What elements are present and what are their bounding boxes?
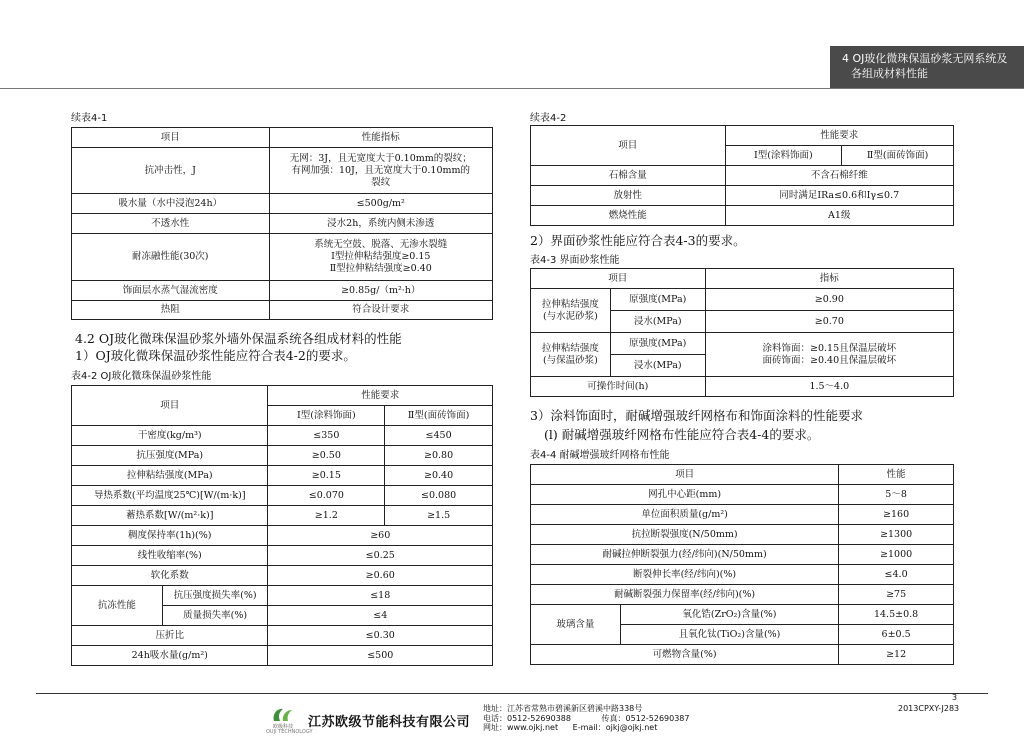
table-cell: 抗压强度(MPa) — [72, 446, 268, 466]
header-rule — [0, 88, 1024, 89]
table-cell: 干密度(kg/m³) — [72, 426, 268, 446]
table-cell: 饰面层水蒸气湿流密度 — [72, 281, 270, 301]
table-cell: 且氧化钛(TiO₂)含量(%) — [620, 625, 838, 645]
table-4-1-cont — [71, 127, 493, 320]
table-cell: 抗冻性能 — [72, 586, 163, 626]
table-cell: ≥0.80 — [385, 446, 493, 466]
table-cell: 放射性 — [531, 186, 726, 206]
table-header-cell: 指标 — [705, 269, 953, 289]
table-4-3-caption: 表4-3 界面砂浆性能 — [530, 255, 620, 266]
logo-subtitle: OUJI TECHNOLOGY — [266, 729, 313, 735]
table-header-cell: 项目 — [531, 465, 839, 485]
section-2-text: 2）界面砂浆性能应符合表4-3的要求。 — [530, 233, 746, 248]
section-3-line2: (l) 耐碱增强玻纤网格布性能应符合表4-4的要求。 — [544, 427, 820, 442]
chapter-title-line1: 4 OJ玻化微珠保温砂浆无网系统及 — [842, 52, 1008, 65]
table-cell: 无网：3J，且无宽度大于0.10mm的裂纹； 有网加强：10J，且无宽度大于0.10mm的 裂纹 — [269, 148, 493, 194]
table-cell: ≤0.30 — [268, 626, 493, 646]
table-cell: ≥0.15 — [268, 466, 385, 486]
table-cell: 石棉含量 — [531, 166, 726, 186]
table-4-4-caption: 表4-4 耐碱增强玻纤网格布性能 — [530, 450, 670, 461]
table-cell: ≥12 — [839, 645, 954, 665]
website-link[interactable]: 网址：www.ojkj.net — [483, 723, 559, 732]
table-cell: 原强度(MPa) — [610, 289, 705, 311]
table-cell: 热阻 — [72, 301, 270, 320]
table-cell: 导热系数(平均温度25℃)[W/(m·k)] — [72, 486, 268, 506]
table-cell: 耐碱断裂强力保留率(经/纬向)(%) — [531, 585, 839, 605]
table-cell: 浸水(MPa) — [610, 355, 705, 377]
table-cell: ≤4.0 — [839, 565, 954, 585]
table-4-2-caption: 表4-2 OJ玻化微珠保温砂浆性能 — [71, 371, 212, 382]
table-cell: ≥1.2 — [268, 506, 385, 526]
left-column — [71, 109, 493, 666]
chapter-header — [830, 46, 1024, 88]
table-cell: ≤350 — [268, 426, 385, 446]
table-header-cell: Ⅱ型(面砖饰面) — [842, 146, 954, 166]
page-number: 3 — [952, 693, 958, 702]
table-4-2-cont-caption: 续表4-2 — [530, 113, 567, 124]
table-4-4 — [530, 464, 954, 665]
table-cell: 浸水(MPa) — [610, 311, 705, 333]
table-header-cell: 性能 — [839, 465, 954, 485]
table-cell: A1级 — [725, 206, 954, 226]
table-cell: ≥160 — [839, 505, 954, 525]
table-cell: 系统无空鼓、脱落、无渗水裂缝 Ⅰ型拉伸粘结强度≥0.15 Ⅱ型拉伸粘结强度≥0.40 — [269, 234, 493, 281]
table-cell: 网孔中心距(mm) — [531, 485, 839, 505]
section-4-2-title: 4.2 OJ玻化微珠保温砂浆外墙外保温系统各组成材料的性能 — [75, 331, 402, 346]
table-cell: ≥1000 — [839, 545, 954, 565]
table-cell: 单位面积质量(g/m²) — [531, 505, 839, 525]
table-cell: 拉伸粘结强度 (与水泥砂浆) — [531, 289, 611, 333]
table-cell: 玻璃含量 — [531, 605, 621, 645]
table-cell: 24h吸水量(g/m²) — [72, 646, 268, 666]
table-cell: 6±0.5 — [839, 625, 954, 645]
table-cell: ≥0.90 — [705, 289, 953, 311]
table-cell: 不含石棉纤维 — [725, 166, 954, 186]
table-4-2 — [71, 385, 493, 666]
table-cell: 14.5±0.8 — [839, 605, 954, 625]
table-header-cell: 性能要求 — [268, 386, 493, 406]
email-link[interactable]: E-mail：ojkj@ojkj.net — [572, 723, 658, 732]
document-code: 2013CPXY-J283 — [898, 704, 960, 713]
table-cell: 不透水性 — [72, 214, 270, 234]
table-cell: 耐冻融性能(30次) — [72, 234, 270, 281]
table-cell: 稠度保持率(1h)(%) — [72, 526, 268, 546]
table-cell: 抗拉断裂强度(N/50mm) — [531, 525, 839, 545]
table-cell: ≥0.60 — [268, 566, 493, 586]
table-cell: 原强度(MPa) — [610, 333, 705, 355]
table-header-cell: 性能指标 — [269, 128, 493, 148]
table-cell: ≥60 — [268, 526, 493, 546]
table-cell: 浸水2h，系统内侧未渗透 — [269, 214, 493, 234]
table-cell: 耐碱拉伸断裂强力(经/纬向)(N/50mm) — [531, 545, 839, 565]
contact-block — [483, 704, 689, 733]
logo-text: 欧级科技 — [272, 724, 294, 729]
table-cell: 拉伸粘结强度(MPa) — [72, 466, 268, 486]
table-cell: 符合设计要求 — [269, 301, 493, 320]
company-logo-icon — [268, 705, 298, 729]
table-cell: ≥1.5 — [385, 506, 493, 526]
table-header-cell: Ⅰ型(涂料饰面) — [268, 406, 385, 426]
table-cell: 蓄热系数[W/(m²·k)] — [72, 506, 268, 526]
table-header-cell: 项目 — [531, 126, 726, 166]
table-4-2-cont — [530, 125, 954, 226]
table-cell: ≤450 — [385, 426, 493, 446]
table-cell: 抗冲击性，J — [72, 148, 270, 194]
company-name: 江苏欧级节能科技有限公司 — [308, 715, 471, 730]
address-text: 地址：江苏省常熟市碧溪新区碧溪中路338号 — [483, 704, 643, 713]
table-cell: ≥1300 — [839, 525, 954, 545]
table-4-1-cont-caption: 续表4-1 — [71, 113, 108, 124]
right-column — [530, 109, 954, 665]
table-cell: 抗压强度损失率(%) — [162, 586, 268, 606]
section-3-line1: 3）涂料饰面时，耐碱增强玻纤网格布和饰面涂料的性能要求 — [530, 408, 863, 423]
table-cell: 软化系数 — [72, 566, 268, 586]
table-cell: 可操作时间(h) — [531, 377, 706, 397]
table-cell: ≤0.080 — [385, 486, 493, 506]
table-cell: 压折比 — [72, 626, 268, 646]
table-cell: ≤500g/m² — [269, 194, 493, 214]
table-cell: ≤0.25 — [268, 546, 493, 566]
table-cell: 可燃物含量(%) — [531, 645, 839, 665]
table-cell: ≤4 — [268, 606, 493, 626]
table-cell: 同时满足IRa≤0.6和Iγ≤0.7 — [725, 186, 954, 206]
table-cell: 燃烧性能 — [531, 206, 726, 226]
table-header-cell: Ⅱ型(面砖饰面) — [385, 406, 493, 426]
table-cell: 拉伸粘结强度 (与保温砂浆) — [531, 333, 611, 377]
chapter-title-line2: 各组成材料性能 — [851, 67, 928, 80]
table-cell: ≥75 — [839, 585, 954, 605]
table-cell: ≥0.70 — [705, 311, 953, 333]
table-header-cell: 项目 — [72, 128, 270, 148]
table-cell: 线性收缩率(%) — [72, 546, 268, 566]
table-cell: ≥0.40 — [385, 466, 493, 486]
table-cell: ≤18 — [268, 586, 493, 606]
web-email-row — [483, 723, 689, 733]
table-cell: 5～8 — [839, 485, 954, 505]
table-cell: ≥0.50 — [268, 446, 385, 466]
table-header-cell: 项目 — [72, 386, 268, 426]
table-cell: 质量损失率(%) — [162, 606, 268, 626]
table-cell: 涂料饰面：≥0.15且保温层破坏 面砖饰面：≥0.40且保温层破坏 — [705, 333, 953, 377]
table-header-cell: 性能要求 — [725, 126, 954, 146]
table-cell: 氧化锆(ZrO₂)含量(%) — [620, 605, 838, 625]
table-cell: ≤500 — [268, 646, 493, 666]
table-cell: ≥0.85g/（m²·h） — [269, 281, 493, 301]
table-cell: ≤0.070 — [268, 486, 385, 506]
fax-text: 传真：0512-52690387 — [601, 713, 690, 723]
section-4-2-sub: 1）OJ玻化微珠保温砂浆性能应符合表4-2的要求。 — [75, 348, 356, 363]
table-header-cell: 项目 — [531, 269, 706, 289]
table-cell: 吸水量（水中浸泡24h） — [72, 194, 270, 214]
table-cell: 断裂伸长率(经/纬向)(%) — [531, 565, 839, 585]
footer-rule — [36, 693, 988, 694]
phone-text: 电话：0512-52690388 — [483, 713, 571, 723]
table-cell: 1.5～4.0 — [705, 377, 953, 397]
table-4-3 — [530, 268, 954, 397]
table-header-cell: Ⅰ型(涂料饰面) — [725, 146, 842, 166]
phone-fax-row — [483, 714, 689, 724]
